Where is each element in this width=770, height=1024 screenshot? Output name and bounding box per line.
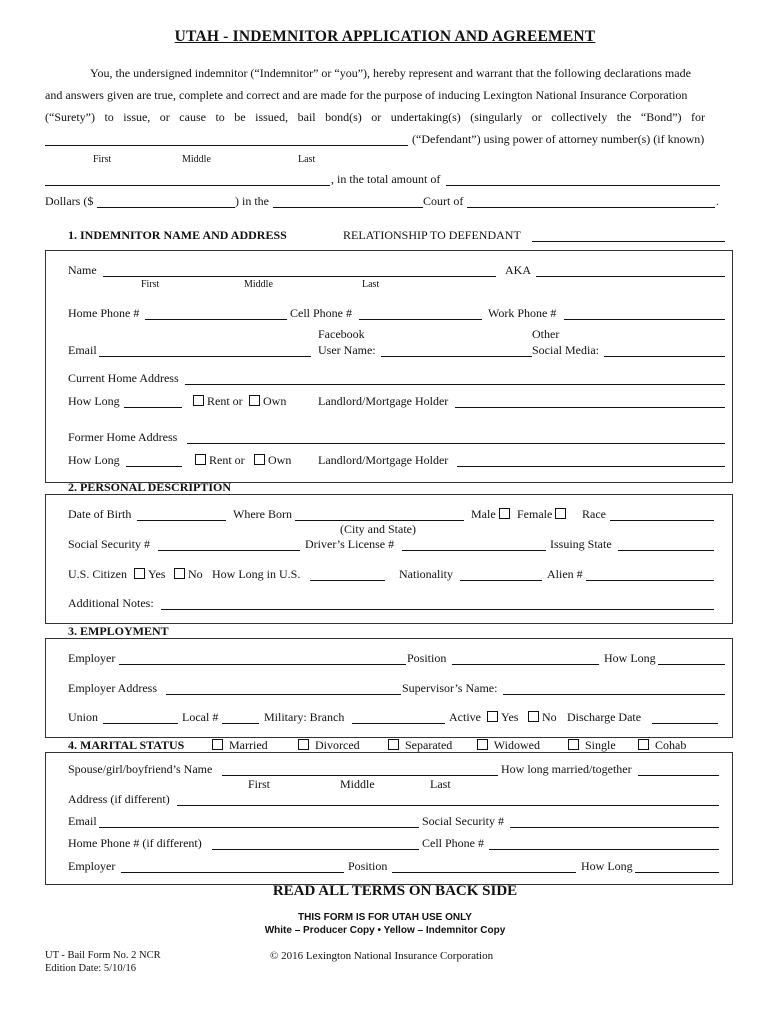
divorced-option[interactable]: [298, 738, 360, 753]
separated-option[interactable]: [388, 738, 452, 753]
male-checkbox[interactable]: [499, 508, 510, 519]
dob-line[interactable]: [137, 520, 226, 521]
court-period: .: [716, 194, 719, 208]
divorced-label: Divorced: [315, 738, 360, 752]
court-location-line[interactable]: [467, 207, 715, 208]
race-label: Race: [582, 507, 606, 521]
cell-phone-label: Cell Phone #: [290, 306, 352, 320]
defendant-middle-label: Middle: [182, 154, 211, 165]
form-number: UT - Bail Form No. 2 NCR: [45, 950, 161, 961]
work-phone-label: Work Phone #: [488, 306, 557, 320]
current-how-long-line[interactable]: [124, 407, 182, 408]
court-type-line[interactable]: [273, 207, 423, 208]
single-label: Single: [585, 738, 616, 752]
spouse-how-long-label: How Long: [581, 859, 633, 873]
active-yes-option[interactable]: [487, 710, 518, 725]
social-media-line[interactable]: [604, 356, 725, 357]
intro-line-2: and answers given are true, complete and correct and are made for the purpose of inducing Lexington National Insurance Corporation: [45, 88, 688, 102]
defendant-last-label: Last: [298, 154, 316, 165]
citizen-yes-checkbox[interactable]: [134, 568, 145, 579]
male-option[interactable]: [471, 507, 513, 522]
male-label: Male: [471, 507, 496, 521]
in-the-label: ) in the: [235, 194, 269, 208]
active-yes-checkbox[interactable]: [487, 711, 498, 722]
active-no-option[interactable]: [528, 710, 557, 725]
current-own-checkbox[interactable]: [249, 395, 260, 406]
cell-phone-line[interactable]: [359, 319, 482, 320]
widowed-label: Widowed: [493, 738, 540, 752]
us-citizen-label: U.S. Citizen: [68, 567, 127, 581]
female-option[interactable]: [517, 507, 569, 522]
section-2-heading: 2. PERSONAL DESCRIPTION: [68, 480, 232, 494]
cohab-option[interactable]: [638, 738, 686, 753]
home-phone-label: Home Phone #: [68, 306, 140, 320]
where-born-line[interactable]: [295, 520, 464, 521]
intro-line-1: You, the undersigned indemnitor (“Indemnitor” or “you”), hereby represent and warrant that the following declarations made: [90, 66, 691, 80]
spouse-address-line[interactable]: [177, 805, 719, 806]
spouse-position-line[interactable]: [392, 872, 576, 873]
defendant-first-label: First: [93, 154, 112, 165]
dob-label: Date of Birth: [68, 507, 132, 521]
edition-date: Edition Date: 5/10/16: [45, 963, 136, 974]
drivers-license-label: Driver’s License #: [305, 537, 395, 551]
how-long-married-label: How long married/together: [501, 762, 632, 776]
dollars-line[interactable]: [97, 207, 235, 208]
separated-label: Separated: [405, 738, 453, 752]
former-address-line[interactable]: [187, 443, 725, 444]
copies-notice: White – Producer Copy • Yellow – Indemnitor Copy: [264, 925, 506, 936]
single-checkbox[interactable]: [568, 739, 579, 750]
widowed-option[interactable]: [477, 738, 540, 753]
job-how-long-line[interactable]: [658, 664, 725, 665]
former-rent-label: Rent or: [209, 453, 245, 467]
facebook-label: Facebook: [318, 327, 365, 341]
citizen-no-checkbox[interactable]: [174, 568, 185, 579]
email-line[interactable]: [99, 356, 311, 357]
current-rent-option[interactable]: [193, 394, 243, 409]
cohab-checkbox[interactable]: [638, 739, 649, 750]
defendant-suffix: (“Defendant”) using power of attorney number(s) (if known): [412, 132, 705, 146]
former-landlord-line[interactable]: [457, 466, 725, 467]
ssn-line[interactable]: [158, 550, 300, 551]
power-of-attorney-line[interactable]: [45, 185, 330, 186]
read-terms-notice: READ ALL TERMS ON BACK SIDE: [272, 883, 518, 899]
other-label: Other: [532, 327, 560, 341]
court-of-label: Court of: [423, 194, 464, 208]
female-checkbox[interactable]: [555, 508, 566, 519]
spouse-position-label: Position: [348, 859, 388, 873]
alien-label: Alien #: [547, 567, 583, 581]
spouse-employer-line[interactable]: [121, 872, 344, 873]
current-landlord-line[interactable]: [455, 407, 725, 408]
how-long-us-label: How Long in U.S.: [212, 567, 301, 581]
home-phone-line[interactable]: [145, 319, 287, 320]
spouse-home-phone-line[interactable]: [212, 849, 419, 850]
former-landlord-label: Landlord/Mortgage Holder: [318, 453, 449, 467]
supervisor-label: Supervisor’s Name:: [402, 681, 498, 695]
spouse-email-label: Email: [68, 814, 97, 828]
spouse-first-label: First: [248, 777, 271, 791]
citizen-yes-option[interactable]: [134, 567, 165, 582]
relationship-line[interactable]: [532, 241, 725, 242]
female-label: Female: [517, 507, 553, 521]
former-own-option[interactable]: [254, 453, 291, 468]
spouse-middle-label: Middle: [340, 777, 375, 791]
former-own-label: Own: [268, 453, 292, 467]
total-amount-line[interactable]: [446, 185, 720, 186]
nationality-line[interactable]: [460, 580, 542, 581]
total-amount-label: , in the total amount of: [331, 172, 441, 186]
military-label: Military: Branch: [264, 710, 345, 724]
alien-line[interactable]: [586, 580, 714, 581]
current-own-label: Own: [263, 394, 287, 408]
spouse-email-line[interactable]: [99, 827, 419, 828]
spouse-home-phone-label: Home Phone # (if different): [68, 836, 202, 850]
relationship-label: RELATIONSHIP TO DEFENDANT: [343, 228, 521, 242]
discharge-line[interactable]: [652, 723, 718, 724]
employer-line[interactable]: [119, 664, 406, 665]
name-middle-label: Middle: [244, 279, 273, 290]
employer-address-label: Employer Address: [68, 681, 157, 695]
name-label: Name: [68, 263, 97, 277]
spouse-cell-phone-line[interactable]: [489, 849, 719, 850]
local-line[interactable]: [222, 723, 259, 724]
dollars-label: Dollars ($: [45, 194, 94, 208]
section-1-heading: 1. INDEMNITOR NAME AND ADDRESS: [68, 228, 287, 242]
position-line[interactable]: [452, 664, 599, 665]
cohab-label: Cohab: [655, 738, 687, 752]
married-checkbox[interactable]: [212, 739, 223, 750]
race-line[interactable]: [610, 520, 714, 521]
union-label: Union: [68, 710, 98, 724]
employer-label: Employer: [68, 651, 116, 665]
discharge-label: Discharge Date: [567, 710, 642, 724]
ssn-label: Social Security #: [68, 537, 150, 551]
married-option[interactable]: [212, 738, 268, 753]
drivers-license-line[interactable]: [402, 550, 546, 551]
employer-address-line[interactable]: [166, 694, 401, 695]
spouse-name-label: Spouse/girl/boyfriend’s Name: [68, 762, 213, 776]
spouse-ssn-label: Social Security #: [422, 814, 504, 828]
notes-line[interactable]: [161, 609, 714, 610]
former-rent-checkbox[interactable]: [195, 454, 206, 465]
active-yes-label: Yes: [501, 710, 519, 724]
active-no-label: No: [542, 710, 557, 724]
citizen-yes-label: Yes: [148, 567, 166, 581]
intro-line-3: (“Surety”) to issue, or cause to be issued, bail bond(s) or undertaking(s) (singularly or collectively the “Bond”) for: [45, 110, 706, 124]
spouse-ssn-line[interactable]: [510, 827, 719, 828]
married-label: Married: [229, 738, 268, 752]
where-born-label: Where Born: [233, 507, 292, 521]
how-long-married-line[interactable]: [638, 775, 719, 776]
current-rent-label: Rent or: [207, 394, 243, 408]
former-rent-option[interactable]: [195, 453, 245, 468]
current-address-label: Current Home Address: [68, 371, 179, 385]
current-own-option[interactable]: [249, 394, 286, 409]
spouse-address-label: Address (if different): [68, 792, 170, 806]
user-name-label: User Name:: [318, 343, 376, 357]
current-rent-checkbox[interactable]: [193, 395, 204, 406]
issuing-state-label: Issuing State: [550, 537, 612, 551]
supervisor-line[interactable]: [503, 694, 725, 695]
current-landlord-label: Landlord/Mortgage Holder: [318, 394, 449, 408]
spouse-how-long-line[interactable]: [635, 872, 719, 873]
former-own-checkbox[interactable]: [254, 454, 265, 465]
name-line[interactable]: [103, 276, 496, 277]
name-last-label: Last: [362, 279, 380, 290]
spouse-name-line[interactable]: [222, 775, 498, 776]
how-long-us-line[interactable]: [310, 580, 385, 581]
name-first-label: First: [141, 279, 160, 290]
spouse-last-label: Last: [430, 777, 451, 791]
aka-label: AKA: [505, 263, 531, 277]
section-4-heading: 4. MARITAL STATUS: [68, 738, 185, 752]
current-address-line[interactable]: [185, 384, 725, 385]
section-3-heading: 3. EMPLOYMENT: [68, 624, 169, 638]
active-no-checkbox[interactable]: [528, 711, 539, 722]
single-option[interactable]: [568, 738, 616, 753]
military-line[interactable]: [352, 723, 445, 724]
social-media-label: Social Media:: [532, 343, 599, 357]
citizen-no-option[interactable]: [174, 567, 203, 582]
facebook-user-line[interactable]: [381, 356, 532, 357]
active-label: Active: [449, 710, 481, 724]
defendant-name-line[interactable]: [45, 145, 408, 146]
aka-line[interactable]: [536, 276, 725, 277]
divorced-checkbox[interactable]: [298, 739, 309, 750]
issuing-state-line[interactable]: [618, 550, 714, 551]
spouse-employer-label: Employer: [68, 859, 116, 873]
city-state-label: (City and State): [340, 522, 416, 536]
spouse-cell-phone-label: Cell Phone #: [422, 836, 484, 850]
position-label: Position: [407, 651, 447, 665]
citizen-no-label: No: [188, 567, 203, 581]
former-how-long-line[interactable]: [126, 466, 182, 467]
email-label: Email: [68, 343, 97, 357]
copyright: © 2016 Lexington National Insurance Corporation: [270, 950, 494, 962]
widowed-checkbox[interactable]: [477, 739, 488, 750]
union-line[interactable]: [103, 723, 178, 724]
page-title: UTAH - INDEMNITOR APPLICATION AND AGREEMENT: [174, 28, 596, 45]
former-how-long-label: How Long: [68, 453, 120, 467]
separated-checkbox[interactable]: [388, 739, 399, 750]
job-how-long-label: How Long: [604, 651, 656, 665]
utah-only-notice: THIS FORM IS FOR UTAH USE ONLY: [298, 912, 472, 923]
current-how-long-label: How Long: [68, 394, 120, 408]
work-phone-line[interactable]: [564, 319, 725, 320]
nationality-label: Nationality: [399, 567, 453, 581]
notes-label: Additional Notes:: [68, 596, 154, 610]
local-label: Local #: [182, 710, 219, 724]
former-address-label: Former Home Address: [68, 430, 178, 444]
